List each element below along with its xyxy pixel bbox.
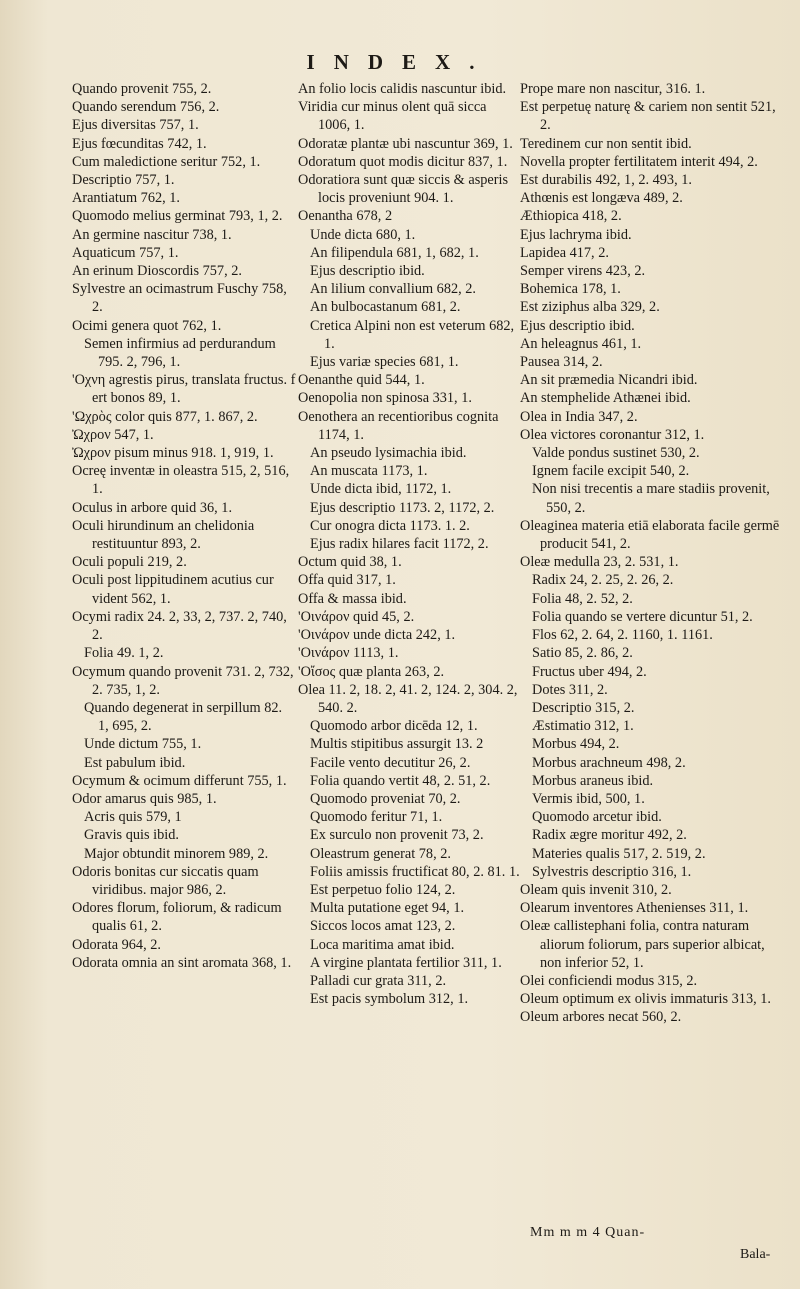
index-entry: Oenantha 678, 2 [298,208,393,225]
index-entry: Est pacis symbolum 312, 1. [310,991,469,1008]
index-entry: 'Οχνη agrestis pirus, translata fructus. f ert bonos 89, 1. [72,372,296,407]
index-entry: Odoratum quot modis dicitur 837, 1. [298,153,508,170]
index-entry: 'Οινάρον 1113, 1. [298,645,399,662]
index-entry: An heleagnus 461, 1. [520,335,642,352]
index-entry: Flos 62, 2. 64, 2. 1160, 1. 1161. [532,627,713,644]
index-entry: Unde dicta 680, 1. [310,226,416,243]
index-entry: Teredinem cur non sentit ibid. [520,135,692,152]
index-entry: Quomodo arcetur ibid. [532,809,662,826]
index-entry: Materies qualis 517, 2. 519, 2. [532,845,706,862]
index-entry: Multis stipitibus assurgit 13. 2 [310,736,484,753]
index-entry: Acris quis 579, 1 [84,809,182,826]
index-entry: An lilium convallium 682, 2. [310,281,476,298]
index-entry: Olea victores coronantur 312, 1. [520,426,705,443]
index-entry: Cur onogra dicta 1173. 1. 2. [310,517,470,534]
index-entry: Radix ægre moritur 492, 2. [532,827,687,844]
index-entry: Gravis quis ibid. [84,827,179,844]
index-entry: Æstimatio 312, 1. [532,718,634,735]
index-entry: Odoratiora sunt quæ siccis & asperis locis proveniunt 904. 1. [298,172,509,207]
index-entry: Oleum optimum ex olivis immaturis 313, 1. [520,991,771,1008]
index-entry: Multa putatione eget 94, 1. [310,900,465,917]
index-entry: Folia quando se vertere dicuntur 51, 2. [532,608,753,625]
index-entry: Ejus variæ species 681, 1. [310,354,459,371]
index-entry: Offa quid 317, 1. [298,572,396,589]
index-entry: Olei conficiendi modus 315, 2. [520,972,698,989]
index-entry: Oenothera an recentioribus cognita 1174, 1. [298,408,499,443]
index-entry: 'Οἴσος quæ planta 263, 2. [298,663,445,680]
index-entry: Olea 11. 2, 18. 2, 41. 2, 124. 2, 304. 2, 540. 2. [298,681,518,716]
index-entry: Odoris bonitas cur siccatis quam viridibus. major 986, 2. [72,863,259,898]
index-entry: Quomodo proveniat 70, 2. [310,790,461,807]
index-entry: Unde dictum 755, 1. [84,736,202,753]
index-entry: Ignem facile excipit 540, 2. [532,463,690,480]
index-entry: Unde dicta ibid, 1172, 1. [310,481,452,498]
index-entry: Siccos locos amat 123, 2. [310,918,456,935]
index-entry: Dotes 311, 2. [532,681,608,698]
index-entry: Ejus descriptio ibid. [520,317,635,334]
index-entry: Ocimi genera quot 762, 1. [72,317,222,334]
index-entry: Oculus in arbore quid 36, 1. [72,499,233,516]
index-entry: Est perpetuo folio 124, 2. [310,881,456,898]
index-entry: Oculi populi 219, 2. [72,554,187,571]
index-entry: 'Οινάρον quid 45, 2. [298,608,415,625]
index-entry: Ejus descriptio 1173. 2, 1172, 2. [310,499,495,516]
index-entry: Radix 24, 2. 25, 2. 26, 2. [532,572,674,589]
index-entry: Satio 85, 2. 86, 2. [532,645,633,662]
index-entry: Odorata 964, 2. [72,936,161,953]
index-entry: Cum maledictione seritur 752, 1. [72,153,261,170]
index-entry: Quomodo feritur 71, 1. [310,809,443,826]
index-entry: Ocymi radix 24. 2, 33, 2, 737. 2, 740, 2. [72,608,287,644]
index-entry: Sylvestre an ocimastrum Fuschy 758, 2. [72,281,287,316]
index-entry: Ejus descriptio ibid. [310,263,425,280]
index-entry: An stemphelide Athænei ibid. [520,390,691,407]
index-entry: Cretica Alpini non est veterum 682, 1. [310,317,515,352]
index-entry: Arantiatum 762, 1. [72,190,181,207]
index-entry: Non nisi trecentis a mare stadiis provenit, 550, 2. [532,481,770,516]
index-entry: Oculi post lippitudinem acutius cur vident 562, 1. [72,572,274,607]
index-entry: Quando provenit 755, 2. [72,81,212,97]
index-entry: Quando degenerat in serpillum 82. 1, 695, 2. [84,699,283,735]
index-entry: Facile vento decutitur 26, 2. [310,754,471,771]
index-entry: Ejus diversitas 757, 1. [72,117,199,134]
index-entry: Oleam quis invenit 310, 2. [520,881,672,898]
index-entry: Lapidea 417, 2. [520,244,609,261]
index-entry: Novella propter fertilitatem interit 494, 2. [520,153,758,170]
index-entry: Athœnis est longæva 489, 2. [520,190,683,207]
index-entry: Odoratæ plantæ ubi nascuntur 369, 1. [298,135,513,152]
index-entry: Foliis amissis fructificat 80, 2. 81. 1. [310,863,520,880]
index-entry: Major obtundit minorem 989, 2. [84,845,269,862]
index-entry: Folia quando vertit 48, 2. 51, 2. [310,772,491,789]
index-entry: An erinum Dioscordis 757, 2. [72,263,242,280]
index-entry: An bulbocastanum 681, 2. [310,299,461,316]
index-entry: Est perpetuę naturę & cariem non sentit 521, 2. [520,99,776,134]
index-entry: An folio locis calidis nascuntur ibid. [298,81,507,97]
index-entry: 'Οινάρον unde dicta 242, 1. [298,627,456,644]
index-entry: Oleæ callistephani folia, contra naturam aliorum foliorum, pars superior albicat, non inferior 52, 1. [520,918,765,971]
index-entry: Loca maritima amat ibid. [310,936,455,953]
index-entry: 'Ωχρὸς color quis 877, 1. 867, 2. [72,408,258,425]
index-entry: Oenanthe quid 544, 1. [298,372,425,389]
index-entry: Ὠχρον pisum minus 918. 1, 919, 1. [72,445,274,462]
index-entry: A virgine plantata fertilior 311, 1. [310,954,502,971]
index-entry: Quomodo melius germinat 793, 1, 2. [72,208,283,225]
index-entry: Ocreę inventæ in oleastra 515, 2, 516, 1. [72,463,290,498]
index-entry: An muscata 1173, 1. [310,463,428,480]
index-entry: Valde pondus sustinet 530, 2. [532,445,700,462]
index-entry: Oleastrum generat 78, 2. [310,845,451,862]
index-entry: Semper virens 423, 2. [520,263,646,280]
index-entry: Æthiopica 418, 2. [520,208,622,225]
index-entry: Odores florum, foliorum, & radicum qualis 61, 2. [72,900,282,935]
index-entry: Ejus lachryma ibid. [520,226,632,243]
index-entry: Folia 49. 1, 2. [84,645,164,662]
index-entry: Ejus fœcunditas 742, 1. [72,135,207,152]
index-entry: An filipendula 681, 1, 682, 1. [310,244,479,261]
index-entry: Palladi cur grata 311, 2. [310,972,447,989]
index-entry: Morbus araneus ibid. [532,772,654,789]
index-entry: Morbus arachneum 498, 2. [532,754,686,771]
index-entry: Olea in India 347, 2. [520,408,638,425]
index-entry: Olearum inventores Athenienses 311, 1. [520,900,749,917]
index-entry: Vermis ibid, 500, 1. [532,790,645,807]
index-entry: Pausea 314, 2. [520,354,603,371]
signature-mark: Mm m m 4 Quan- [530,1225,646,1240]
index-entry: Ocymum quando provenit 731. 2, 732, 2. 735, 1, 2. [72,663,294,698]
index-column-3 [520,80,780,1027]
catchword: Bala- [740,1247,771,1262]
index-entry: An germine nascitur 738, 1. [72,226,232,243]
index-entry: Aquaticum 757, 1. [72,244,179,261]
index-entry: Octum quid 38, 1. [298,554,402,571]
index-entry: Oleum arbores necat 560, 2. [520,1009,682,1026]
index-entry: Quando serendum 756, 2. [72,99,220,116]
index-entry: An pseudo lysimachia ibid. [310,445,467,462]
index-entry: Semen infirmius ad perdurandum 795. 2, 796, 1. [84,335,276,371]
index-entry: Descriptio 315, 2. [532,699,635,716]
index-entry: Fructus uber 494, 2. [532,663,647,680]
index-entry: Est pabulum ibid. [84,754,186,771]
index-entry: Oenopolia non spinosa 331, 1. [298,390,472,407]
index-entry: An sit præmedia Nicandri ibid. [520,372,698,389]
index-entry: Ocymum & ocimum differunt 755, 1. [72,772,287,789]
index-entry: Quomodo arbor dicēda 12, 1. [310,718,478,735]
index-column-1 [72,80,296,972]
index-entry: Ex surculo non provenit 73, 2. [310,827,484,844]
index-entry: Bohemica 178, 1. [520,281,621,298]
index-column-2 [298,80,522,1008]
index-entry: Descriptio 757, 1. [72,172,175,189]
index-entry: Odor amarus quis 985, 1. [72,790,217,807]
index-entry: Ὠχρον 547, 1. [72,426,154,443]
index-entry: Viridia cur minus olent quā sicca 1006, 1. [298,99,487,134]
index-entry: Ejus radix hilares facit 1172, 2. [310,536,489,553]
index-entry: Sylvestris descriptio 316, 1. [532,863,692,880]
index-entry: Folia 48, 2. 52, 2. [532,590,633,607]
index-entry: Odorata omnia an sint aromata 368, 1. [72,954,292,971]
index-entry: Oleæ medulla 23, 2. 531, 1. [520,554,679,571]
index-entry: Oleaginea materia etiā elaborata facile germē producit 541, 2. [520,517,780,553]
index-entry: Prope mare non nascitur, 316. 1. [520,81,706,97]
page-title: INDEX. [306,50,494,74]
index-entry: Est ziziphus alba 329, 2. [520,299,660,316]
index-entry: Est durabilis 492, 1, 2. 493, 1. [520,172,692,189]
index-entry: Morbus 494, 2. [532,736,620,753]
index-entry: Offa & massa ibid. [298,590,407,607]
index-entry: Oculi hirundinum an chelidonia restituuntur 893, 2. [72,517,255,553]
